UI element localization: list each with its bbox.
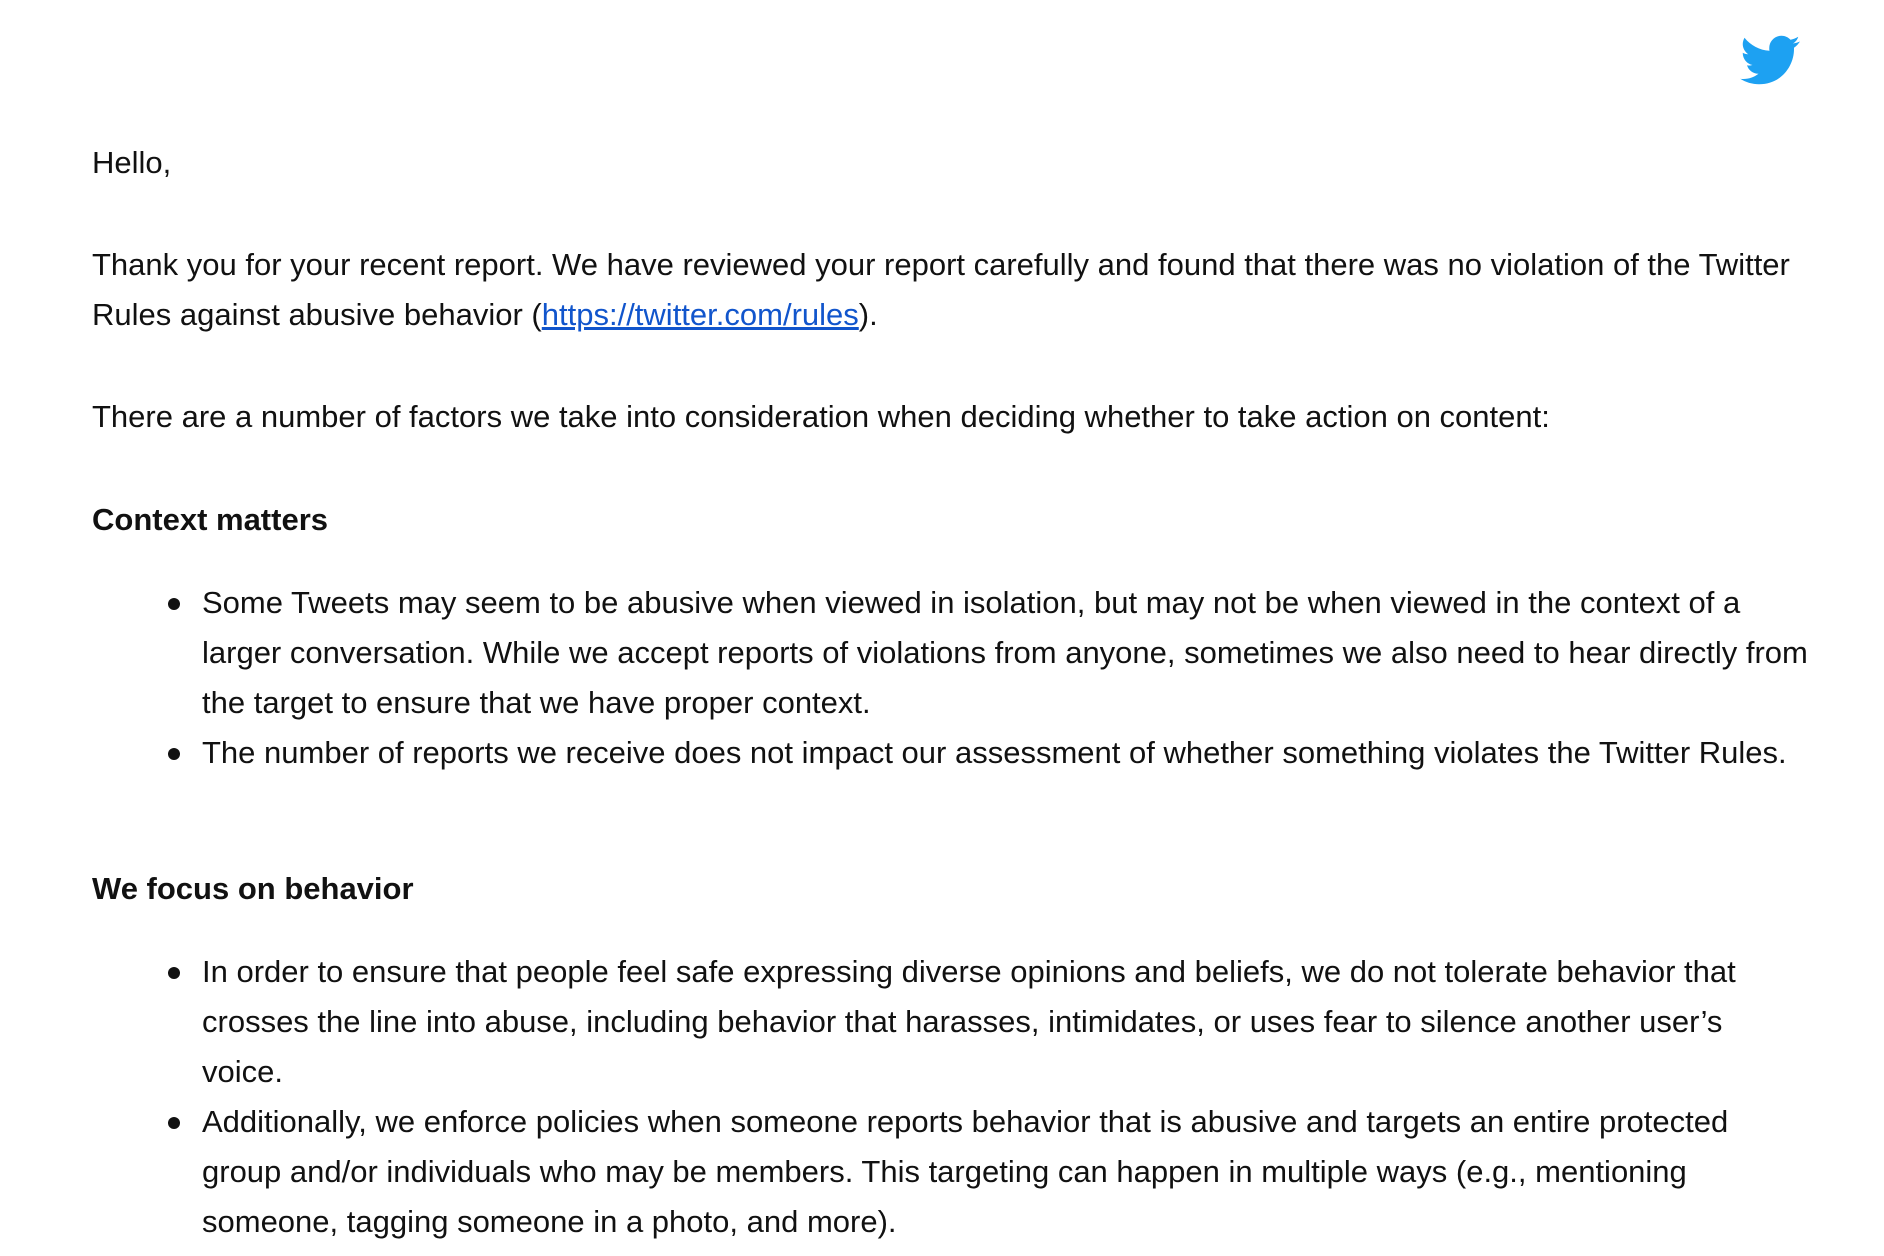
- list-item-text: Additionally, we enforce policies when someone reports behavior that is abusive and targets an entire protected group and/or individuals who may be members. This targeting can happen in multiple ways (e.g., mentioning someone, tagging someone in a photo, and more).: [202, 1104, 1729, 1239]
- list-item: [92, 578, 1812, 728]
- factors-intro: There are a number of factors we take into consideration when deciding whether to take action on content:: [92, 399, 1550, 434]
- twitter-bird-icon-svg: [1738, 30, 1804, 90]
- bullet-icon: [168, 748, 180, 760]
- bullet-icon: [168, 1117, 180, 1129]
- context-matters-list: [92, 578, 1812, 778]
- greeting: Hello,: [92, 145, 172, 180]
- list-item: [92, 1097, 1812, 1247]
- intro-text-before-link: Thank you for your recent report. We have reviewed your report carefully and found that there was no violation of the Twitter Rules against abusive behavior (: [92, 247, 1790, 332]
- section-heading-context-matters: Context matters: [92, 502, 328, 537]
- twitter-bird-icon: [1738, 30, 1804, 90]
- intro-text-after-link: ).: [858, 297, 878, 332]
- list-item: [92, 728, 1812, 778]
- list-item-text: The number of reports we receive does not impact our assessment of whether something violates the Twitter Rules.: [202, 735, 1787, 770]
- list-item-text: In order to ensure that people feel safe expressing diverse opinions and beliefs, we do not tolerate behavior that crosses the line into abuse, including behavior that harasses, intimidates, or uses fear to silence another user’s voice.: [202, 954, 1736, 1089]
- bullet-icon: [168, 598, 180, 610]
- bullet-icon: [168, 967, 180, 979]
- list-item: [92, 947, 1812, 1097]
- twitter-rules-link[interactable]: https://twitter.com/rules: [541, 297, 859, 332]
- intro-paragraph: [92, 240, 1812, 340]
- list-item-text: Some Tweets may seem to be abusive when viewed in isolation, but may not be when viewed in the context of a larger conversation. While we accept reports of violations from anyone, sometimes we also need to hear directly from the target to ensure that we have proper context.: [202, 585, 1808, 720]
- focus-on-behavior-list: [92, 947, 1812, 1247]
- section-heading-focus-on-behavior: We focus on behavior: [92, 871, 414, 906]
